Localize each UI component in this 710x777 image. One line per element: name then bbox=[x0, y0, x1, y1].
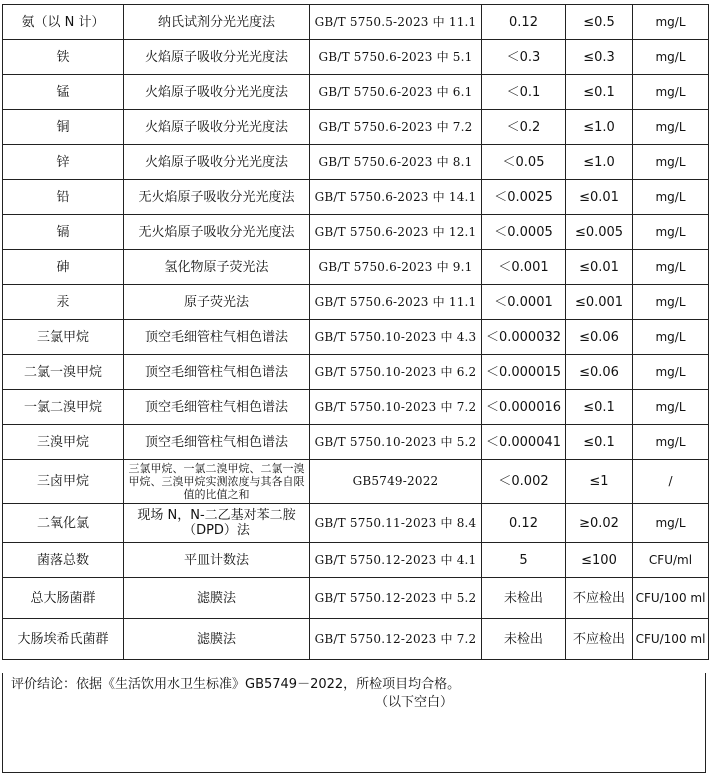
conclusion-text: 评价结论：依据《生活饮用水卫生标准》GB5749－2022，所检项目均合格。 bbox=[11, 677, 461, 692]
limit-cell: ≤0.06 bbox=[566, 320, 633, 355]
result-cell: ＜0.000032 bbox=[482, 320, 566, 355]
unit-cell: mg/L bbox=[633, 215, 709, 250]
item-cell: 大肠埃希氏菌群 bbox=[3, 619, 124, 660]
unit-cell: mg/L bbox=[633, 504, 709, 543]
method-cell: 火焰原子吸收分光光度法 bbox=[124, 40, 310, 75]
result-cell: ＜0.1 bbox=[482, 75, 566, 110]
method-cell: 火焰原子吸收分光光度法 bbox=[124, 75, 310, 110]
result-cell: ＜0.0005 bbox=[482, 215, 566, 250]
unit-cell: mg/L bbox=[633, 390, 709, 425]
table-row bbox=[3, 285, 709, 320]
item-cell: 二氧化氯 bbox=[3, 504, 124, 543]
limit-cell: ≤0.005 bbox=[566, 215, 633, 250]
table-row bbox=[3, 110, 709, 145]
standard-cell: GB/T 5750.6-2023 中 6.1 bbox=[310, 75, 482, 110]
method-cell: 氢化物原子荧光法 bbox=[124, 250, 310, 285]
unit-cell: mg/L bbox=[633, 320, 709, 355]
table-row bbox=[3, 215, 709, 250]
standard-cell: GB/T 5750.6-2023 中 12.1 bbox=[310, 215, 482, 250]
unit-cell: CFU/100 ml bbox=[633, 619, 709, 660]
standard-cell: GB/T 5750.12-2023 中 4.1 bbox=[310, 543, 482, 578]
table-row bbox=[3, 460, 709, 504]
item-cell: 铅 bbox=[3, 180, 124, 215]
item-cell: 锌 bbox=[3, 145, 124, 180]
standard-cell: GB/T 5750.5-2023 中 11.1 bbox=[310, 5, 482, 40]
standard-cell: GB/T 5750.10-2023 中 4.3 bbox=[310, 320, 482, 355]
unit-cell: mg/L bbox=[633, 145, 709, 180]
unit-cell: mg/L bbox=[633, 285, 709, 320]
limit-cell: ≤0.1 bbox=[566, 425, 633, 460]
item-cell: 铁 bbox=[3, 40, 124, 75]
item-cell: 菌落总数 bbox=[3, 543, 124, 578]
method-cell: 顶空毛细管柱气相色谱法 bbox=[124, 425, 310, 460]
limit-cell: ≤100 bbox=[566, 543, 633, 578]
unit-cell: mg/L bbox=[633, 110, 709, 145]
results-table bbox=[2, 4, 709, 660]
standard-cell: GB/T 5750.12-2023 中 7.2 bbox=[310, 619, 482, 660]
table-row bbox=[3, 355, 709, 390]
table-row bbox=[3, 5, 709, 40]
item-cell: 铜 bbox=[3, 110, 124, 145]
item-cell: 锰 bbox=[3, 75, 124, 110]
standard-cell: GB/T 5750.6-2023 中 14.1 bbox=[310, 180, 482, 215]
table-row bbox=[3, 40, 709, 75]
limit-cell: ≤0.3 bbox=[566, 40, 633, 75]
unit-cell: mg/L bbox=[633, 250, 709, 285]
conclusion-box bbox=[2, 673, 706, 773]
unit-cell: mg/L bbox=[633, 355, 709, 390]
table-row bbox=[3, 390, 709, 425]
table-row bbox=[3, 543, 709, 578]
table-row bbox=[3, 180, 709, 215]
limit-cell: ≤1.0 bbox=[566, 110, 633, 145]
table-row bbox=[3, 320, 709, 355]
result-cell: ＜0.05 bbox=[482, 145, 566, 180]
standard-cell: GB/T 5750.10-2023 中 7.2 bbox=[310, 390, 482, 425]
limit-cell: ≥0.02 bbox=[566, 504, 633, 543]
unit-cell: mg/L bbox=[633, 40, 709, 75]
test-results-sheet bbox=[2, 4, 708, 660]
method-cell: 原子荧光法 bbox=[124, 285, 310, 320]
standard-cell: GB/T 5750.10-2023 中 5.2 bbox=[310, 425, 482, 460]
standard-cell: GB/T 5750.11-2023 中 8.4 bbox=[310, 504, 482, 543]
result-cell: ＜0.000041 bbox=[482, 425, 566, 460]
table-row bbox=[3, 504, 709, 543]
limit-cell: 不应检出 bbox=[566, 578, 633, 619]
limit-cell: ≤0.5 bbox=[566, 5, 633, 40]
item-cell: 三氯甲烷 bbox=[3, 320, 124, 355]
limit-cell: ≤0.001 bbox=[566, 285, 633, 320]
method-cell: 顶空毛细管柱气相色谱法 bbox=[124, 320, 310, 355]
item-cell: 一氯二溴甲烷 bbox=[3, 390, 124, 425]
limit-cell: ≤0.01 bbox=[566, 250, 633, 285]
item-cell: 二氯一溴甲烷 bbox=[3, 355, 124, 390]
method-cell: 平皿计数法 bbox=[124, 543, 310, 578]
limit-cell: ≤0.01 bbox=[566, 180, 633, 215]
table-row bbox=[3, 578, 709, 619]
standard-cell: GB/T 5750.6-2023 中 11.1 bbox=[310, 285, 482, 320]
standard-cell: GB/T 5750.6-2023 中 8.1 bbox=[310, 145, 482, 180]
table-row bbox=[3, 145, 709, 180]
result-cell: ＜0.2 bbox=[482, 110, 566, 145]
method-cell: 顶空毛细管柱气相色谱法 bbox=[124, 390, 310, 425]
table-row bbox=[3, 250, 709, 285]
result-cell: 0.12 bbox=[482, 5, 566, 40]
method-cell: 火焰原子吸收分光光度法 bbox=[124, 110, 310, 145]
table-row bbox=[3, 75, 709, 110]
standard-cell: GB5749-2022 bbox=[310, 460, 482, 504]
limit-cell: ≤0.06 bbox=[566, 355, 633, 390]
result-cell: ＜0.000015 bbox=[482, 355, 566, 390]
table-row bbox=[3, 619, 709, 660]
method-cell: 无火焰原子吸收分光光度法 bbox=[124, 180, 310, 215]
item-cell: 砷 bbox=[3, 250, 124, 285]
result-cell: 0.12 bbox=[482, 504, 566, 543]
item-cell: 氨（以 N 计） bbox=[3, 5, 124, 40]
limit-cell: ≤0.1 bbox=[566, 75, 633, 110]
result-cell: ＜0.0001 bbox=[482, 285, 566, 320]
method-cell: 无火焰原子吸收分光光度法 bbox=[124, 215, 310, 250]
limit-cell: ≤1 bbox=[566, 460, 633, 504]
item-cell: 三溴甲烷 bbox=[3, 425, 124, 460]
result-cell: 5 bbox=[482, 543, 566, 578]
unit-cell: CFU/100 ml bbox=[633, 578, 709, 619]
method-cell: 三氯甲烷、一氯二溴甲烷、二氯一溴甲烷、三溴甲烷实测浓度与其各自限值的比值之和 bbox=[124, 460, 310, 504]
unit-cell: mg/L bbox=[633, 5, 709, 40]
item-cell: 三卤甲烷 bbox=[3, 460, 124, 504]
item-cell: 汞 bbox=[3, 285, 124, 320]
method-cell: 顶空毛细管柱气相色谱法 bbox=[124, 355, 310, 390]
standard-cell: GB/T 5750.12-2023 中 5.2 bbox=[310, 578, 482, 619]
limit-cell: ≤1.0 bbox=[566, 145, 633, 180]
result-cell: 未检出 bbox=[482, 619, 566, 660]
limit-cell: ≤0.1 bbox=[566, 390, 633, 425]
table-row bbox=[3, 425, 709, 460]
result-cell: ＜0.002 bbox=[482, 460, 566, 504]
blank-note: （以下空白） bbox=[375, 695, 454, 710]
unit-cell: / bbox=[633, 460, 709, 504]
result-cell: ＜0.001 bbox=[482, 250, 566, 285]
standard-cell: GB/T 5750.6-2023 中 7.2 bbox=[310, 110, 482, 145]
method-cell: 滤膜法 bbox=[124, 578, 310, 619]
unit-cell: mg/L bbox=[633, 180, 709, 215]
unit-cell: CFU/ml bbox=[633, 543, 709, 578]
standard-cell: GB/T 5750.6-2023 中 5.1 bbox=[310, 40, 482, 75]
standard-cell: GB/T 5750.6-2023 中 9.1 bbox=[310, 250, 482, 285]
standard-cell: GB/T 5750.10-2023 中 6.2 bbox=[310, 355, 482, 390]
method-cell: 滤膜法 bbox=[124, 619, 310, 660]
item-cell: 总大肠菌群 bbox=[3, 578, 124, 619]
unit-cell: mg/L bbox=[633, 75, 709, 110]
result-cell: ＜0.0025 bbox=[482, 180, 566, 215]
limit-cell: 不应检出 bbox=[566, 619, 633, 660]
unit-cell: mg/L bbox=[633, 425, 709, 460]
result-cell: ＜0.000016 bbox=[482, 390, 566, 425]
result-cell: ＜0.3 bbox=[482, 40, 566, 75]
item-cell: 镉 bbox=[3, 215, 124, 250]
result-cell: 未检出 bbox=[482, 578, 566, 619]
method-cell: 纳氏试剂分光光度法 bbox=[124, 5, 310, 40]
method-cell: 现场 N，N-二乙基对苯二胺（DPD）法 bbox=[124, 504, 310, 543]
method-cell: 火焰原子吸收分光光度法 bbox=[124, 145, 310, 180]
